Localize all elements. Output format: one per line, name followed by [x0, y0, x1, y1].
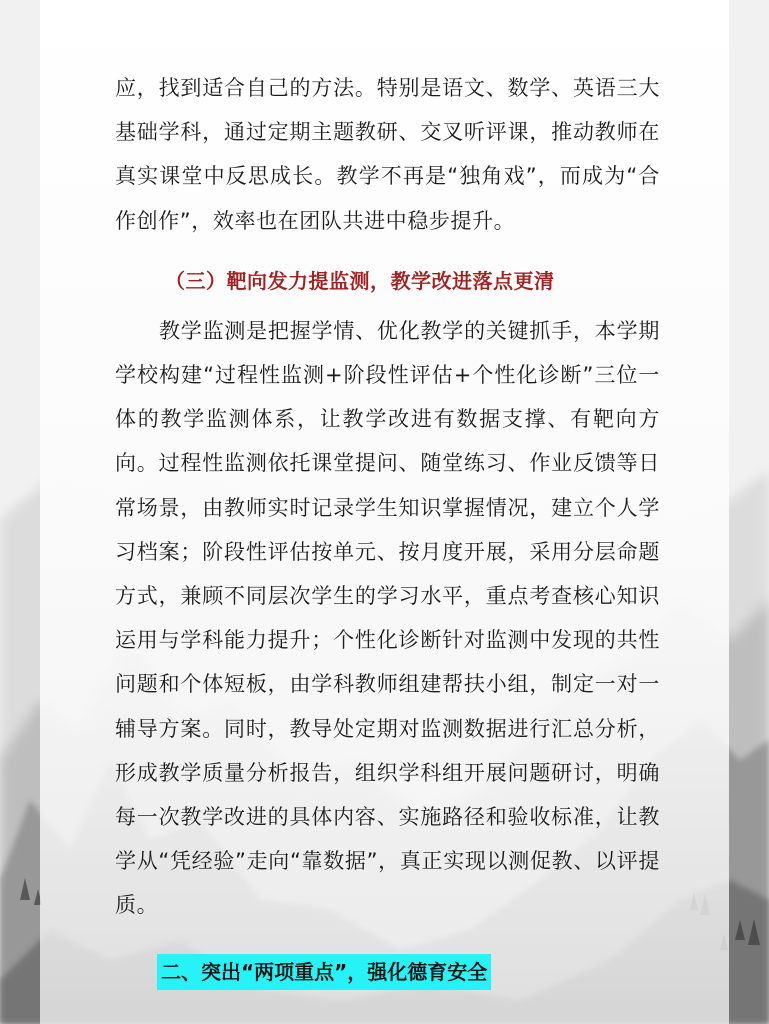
- sub-heading: （三）靶向发力提监测，教学改进落点更清: [165, 268, 555, 293]
- document-content: [115, 66, 660, 990]
- body-paragraph: 教学监测是把握学情、优化教学的关键抓手，本学期学校构建“过程性监测+阶段性评估+个性化诊断”三位一体的教学监测体系，让教学改进有数据支撑、有靶向方向。过程性监测依托课堂提问、随堂练习、作业反馈等日常场景，由教师实时记录学生知识掌握情况，建立个人学习档案；阶段性评估按单元、按月度开展，采用分层命题方式，兼顾不同层次学生的学习水平，重点考查核心知识运用与学科能力提升；个性化诊断针对监测中发现的共性问题和个体短板，由学科教师组建帮扶小组，制定一对一辅导方案。同时，教导处定期对监测数据进行汇总分析，形成教学质量分析报告，组织学科组开展问题研讨，明确每一次教学改进的具体内容、实施路径和验收标准，让教学从“凭经验”走向“靠数据”，真正实现以测促教、以评提质。: [115, 318, 660, 918]
- body-paragraph: 应，找到适合自己的方法。特别是语文、数学、英语三大基础学科，通过定期主题教研、交叉听评课，推动教师在真实课堂中反思成长。教学不再是“独角戏”，而成为“合作创作”，效率也在团队共进中稳步提升。: [115, 76, 660, 233]
- section-heading: 二、突出“两项重点”，强化德育安全: [157, 954, 491, 990]
